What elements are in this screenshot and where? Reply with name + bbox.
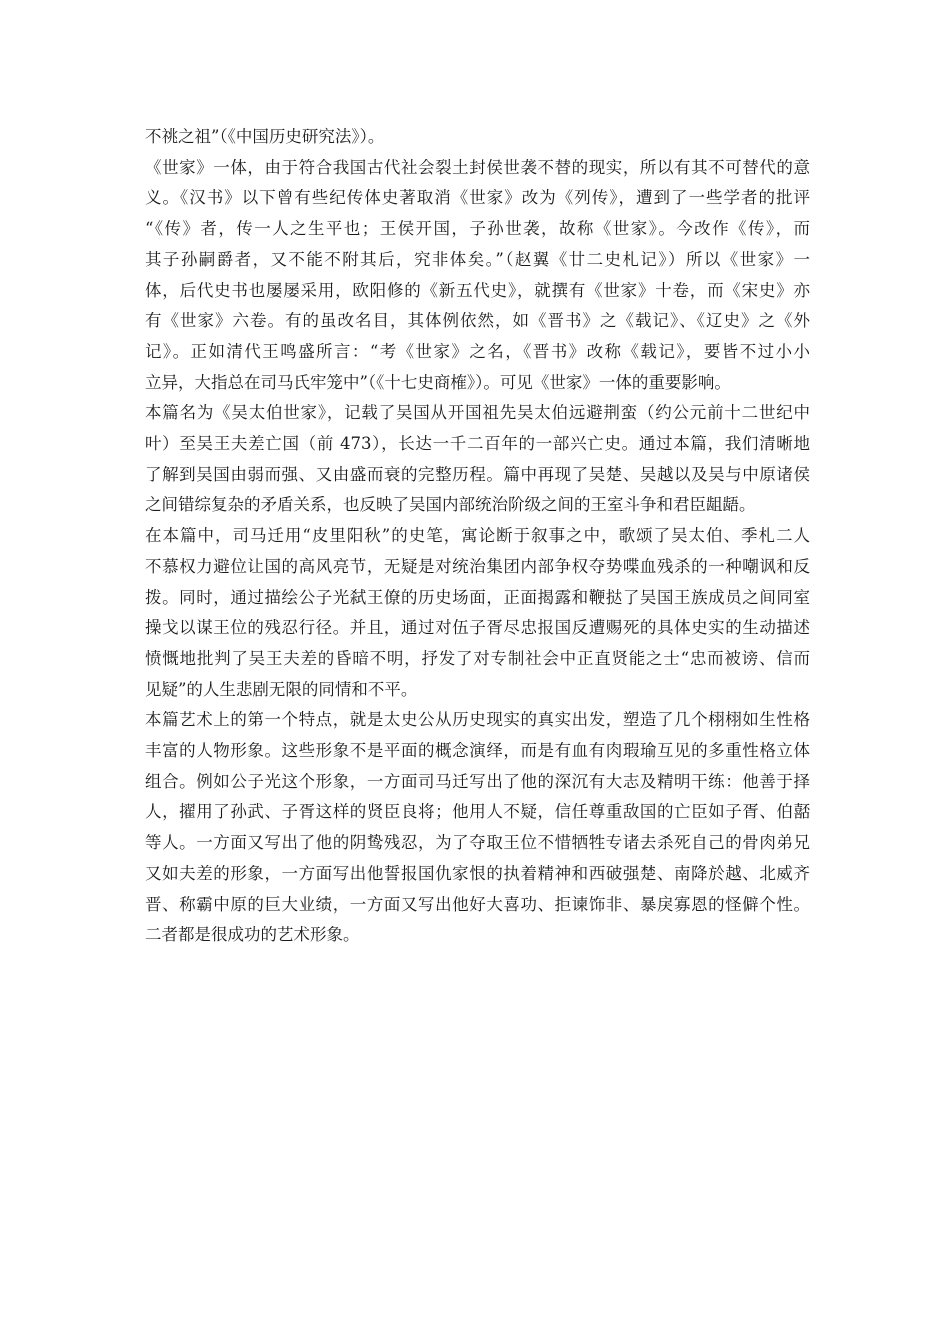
text-line: 等人。一方面又写出了他的阴鸷残忍，为了夺取王位不惜牺牲专诸去杀死自己的骨肉弟兄	[145, 833, 810, 853]
text-line: 操戈以谋王位的残忍行径。并且，通过对伍子胥尽忠报国反遭赐死的具体史实的生动描述	[145, 618, 810, 638]
text-line: 《世家》一体，由于符合我国古代社会裂土封侯世袭不替的现实，所以有其不可替代的意	[145, 157, 810, 177]
text-line: 不慕权力避位让国的高风亮节，无疑是对统治集团内部争权夺势喋血残杀的一种嘲讽和反	[145, 556, 810, 576]
document-body	[145, 122, 810, 951]
text-line: 丰富的人物形象。这些形象不是平面的概念演绎，而是有血有肉瑕瑜互见的多重性格立体	[145, 741, 810, 761]
text-line: 拨。同时，通过描绘公子光弑王僚的历史场面，正面揭露和鞭挞了吴国王族成员之间同室	[145, 587, 810, 607]
text-line: 见疑”的人生悲剧无限的同情和不平。	[145, 679, 418, 699]
text-line: 又如夫差的形象，一方面写出他誓报国仇家恨的执着精神和西破强楚、南降於越、北威齐	[145, 863, 810, 883]
text-line: 记》。正如清代王鸣盛所言：“考《世家》之名，《晋书》改称《载记》，要皆不过小小	[145, 341, 810, 361]
text-line: 二者都是很成功的艺术形象。	[145, 925, 360, 945]
paragraph	[145, 705, 810, 951]
text-line: 不祧之祖”（《中国历史研究法》）。	[145, 127, 385, 146]
text-line: “《传》者，传一人之生平也；王侯开国，子孙世袭，故称《世家》。今改作《传》，而	[145, 219, 810, 239]
text-line: 人，擢用了孙武、子胥这样的贤臣良将；他用人不疑，信任尊重敌国的亡臣如子胥、伯嚭	[145, 802, 810, 822]
text-line: 了解到吴国由弱而强、又由盛而衰的完整历程。篇中再现了吴楚、吴越以及吴与中原诸侯	[145, 464, 810, 484]
paragraph	[145, 398, 810, 521]
text-line: 本篇名为《吴太伯世家》，记载了吴国从开国祖先吴太伯远避荆蛮（约公元前十二世纪中	[145, 403, 810, 423]
text-line: 叶）至吴王夫差亡国（前 473），长达一千二百年的一部兴亡史。通过本篇，我们清晰地	[145, 434, 810, 454]
text-line: 之间错综复杂的矛盾关系，也反映了吴国内部统治阶级之间的王室斗争和君臣龃龉。	[145, 495, 756, 515]
text-line: 有《世家》六卷。有的虽改名目，其体例依然，如《晋书》之《载记》、《辽史》之《外	[145, 311, 810, 331]
text-line: 立异，大指总在司马氏牢笼中”（《十七史商榷》）。可见《世家》一体的重要影响。	[145, 372, 731, 392]
text-line: 其子孙嗣爵者，又不能不附其后，究非体矣。”（赵翼《廿二史札记》）所以《世家》一	[145, 249, 810, 269]
text-line: 体，后代史书也屡屡采用，欧阳修的《新五代史》，就撰有《世家》十卷，而《宋史》亦	[145, 280, 810, 300]
text-line: 本篇艺术上的第一个特点，就是太史公从历史现实的真实出发，塑造了几个栩栩如生性格	[145, 710, 810, 730]
text-line: 愤慨地批判了吴王夫差的昏暗不明，抒发了对专制社会中正直贤能之士“忠而被谤、信而	[145, 648, 810, 668]
text-line: 组合。例如公子光这个形象，一方面司马迁写出了他的深沉有大志及精明干练：他善于择	[145, 771, 810, 791]
text-line: 在本篇中，司马迁用“皮里阳秋”的史笔，寓论断于叙事之中，歌颂了吴太伯、季札二人	[145, 526, 810, 546]
paragraph	[145, 122, 810, 153]
paragraph	[145, 153, 810, 399]
paragraph	[145, 521, 810, 705]
text-line: 义。《汉书》以下曾有些纪传体史著取消《世家》改为《列传》，遭到了一些学者的批评	[145, 188, 810, 208]
text-line: 晋、称霸中原的巨大业绩，一方面又写出他好大喜功、拒谏饰非、暴戾寡恩的怪僻个性。	[145, 894, 810, 914]
